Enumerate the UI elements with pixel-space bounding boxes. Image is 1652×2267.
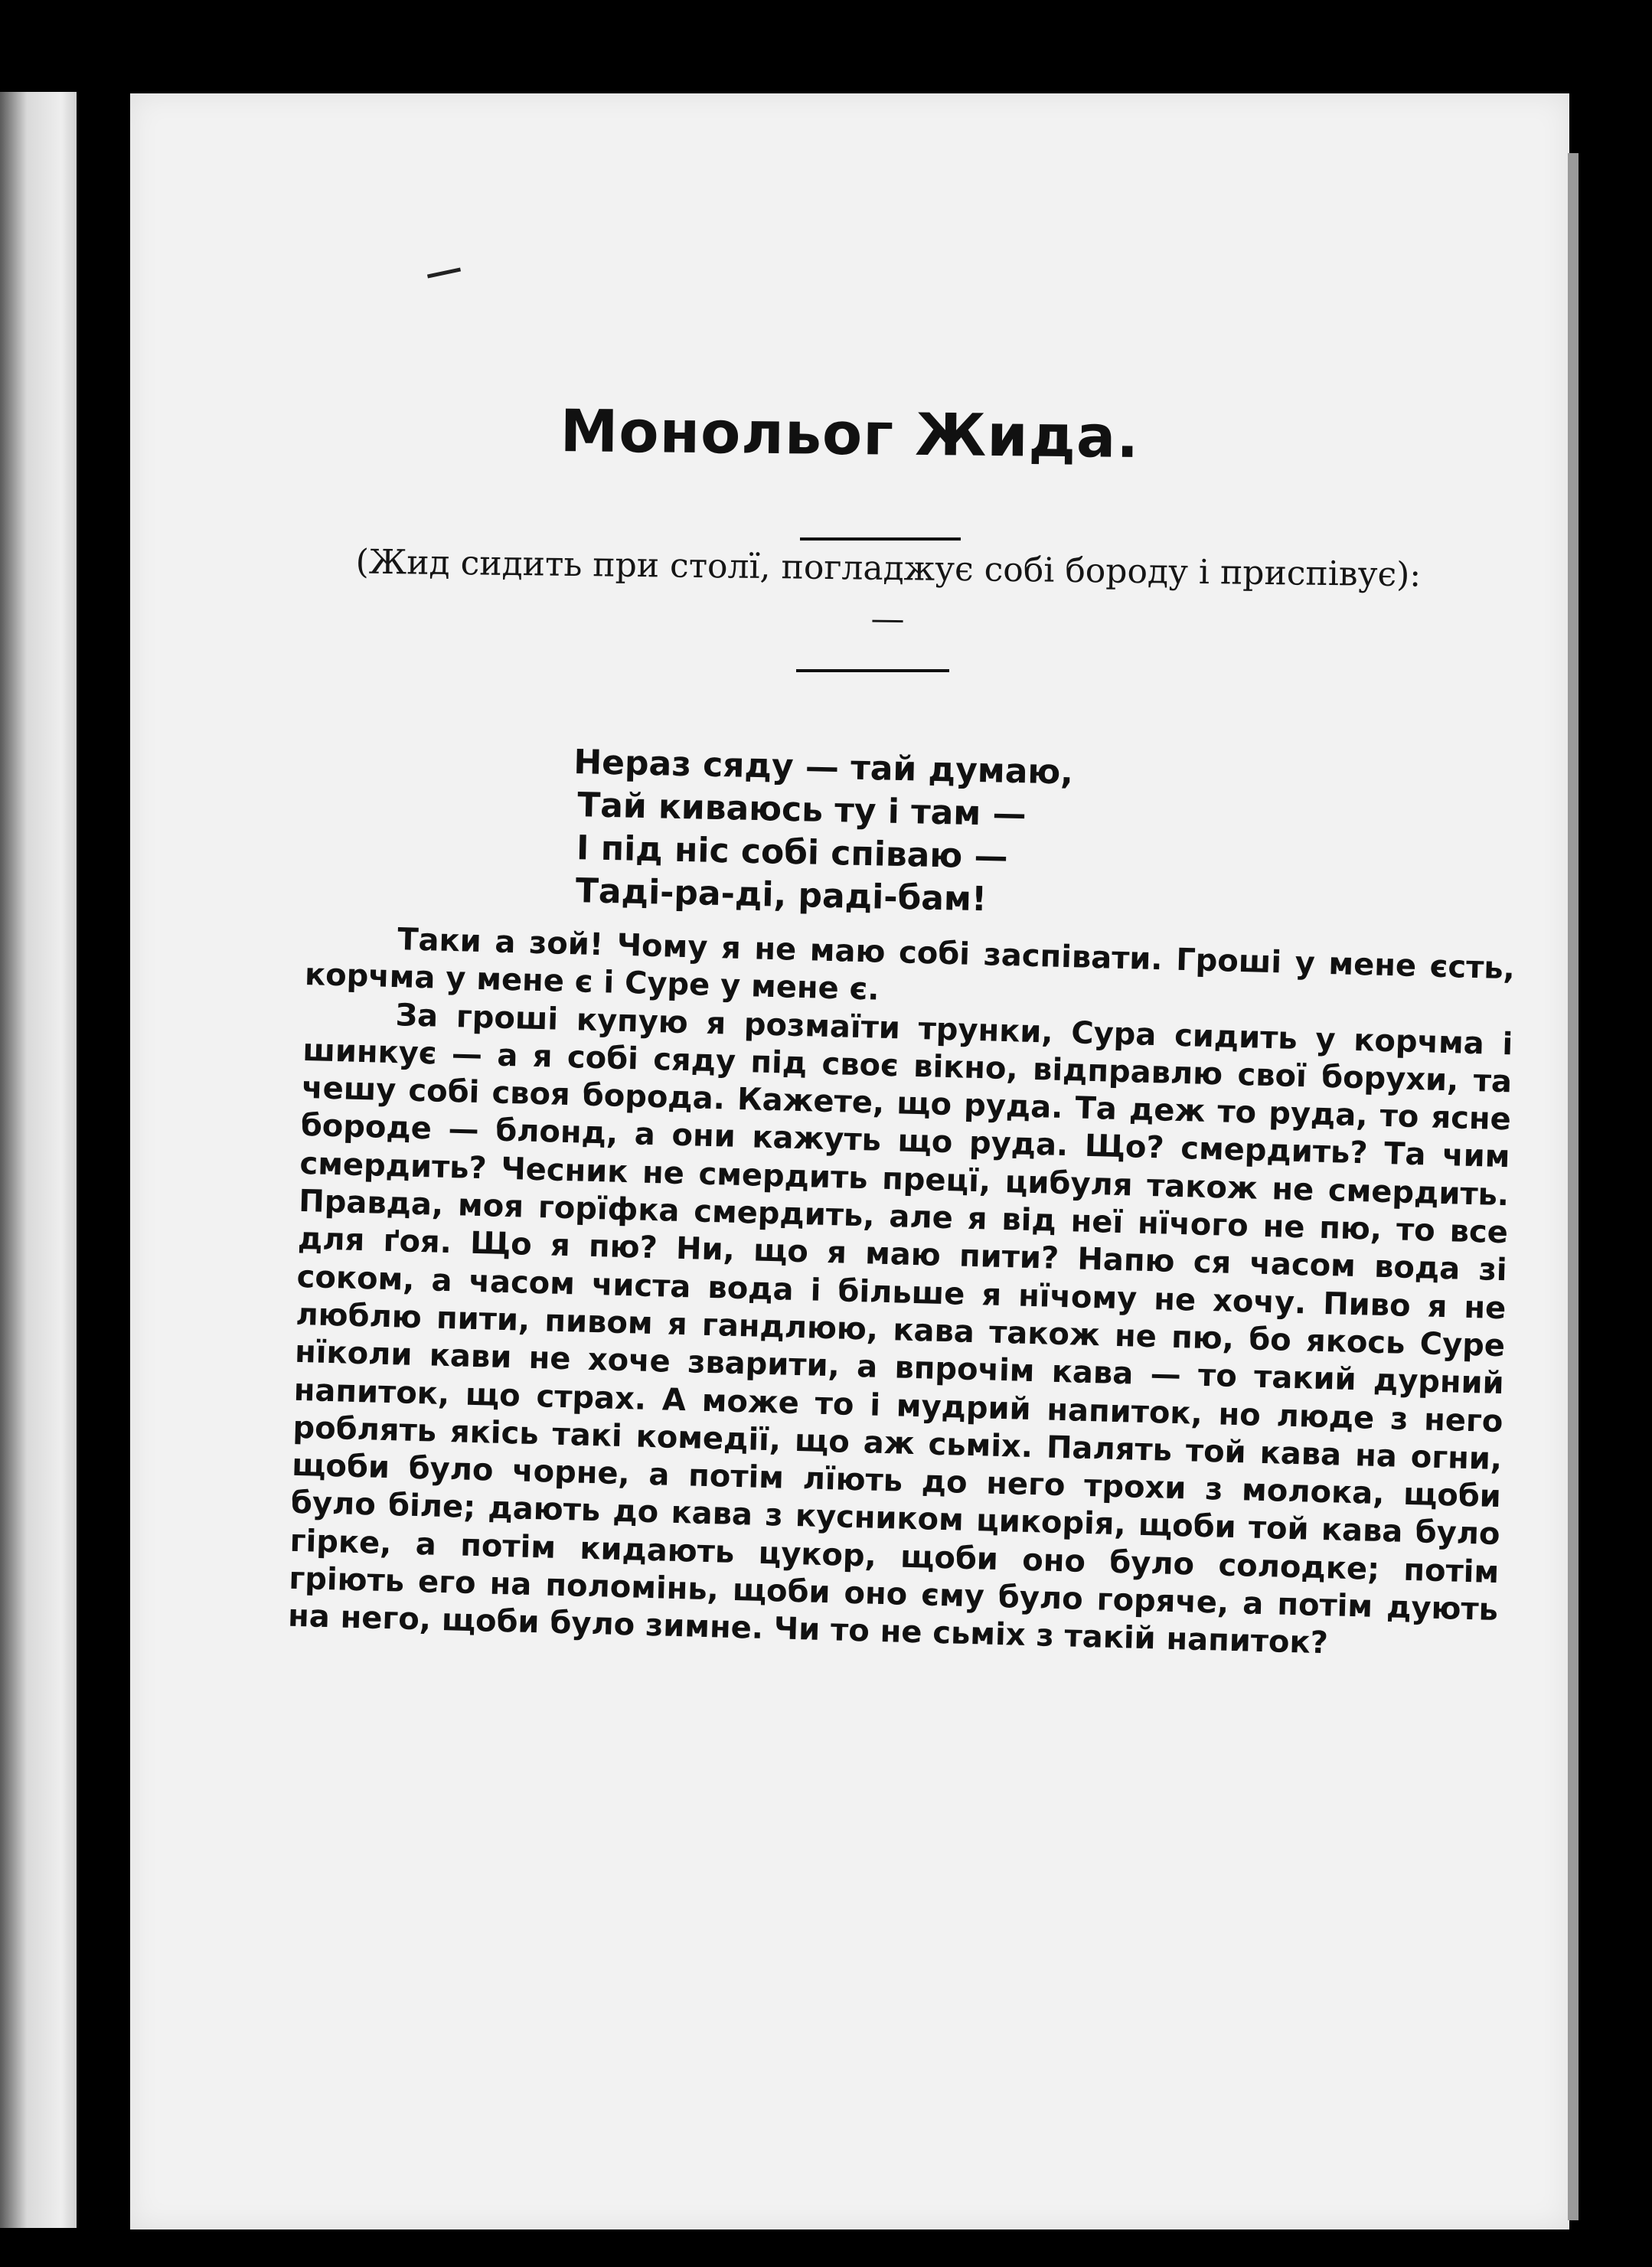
divider-rule-top [800,537,961,541]
left-page-edge [0,92,77,2228]
stage-direction: (Жид сидить при столї, погладжує собі бороду і приспівує): — [355,542,1422,639]
divider-rule-bottom [796,669,949,672]
page-shadow-edge [1568,153,1579,2220]
verse-line: Тай киваюсь ту і там — [576,786,1027,835]
book-page [130,93,1569,2229]
page-title: Монольог Жида. [560,397,1140,471]
verse-line: Нераз сяду — тай думаю, [573,742,1074,792]
verse-block [570,741,1073,923]
paragraph: Таки а зой! Чому я не маю собі заспівати. Гроші у мене єсть, корчма у мене є і Суре у мене є. [304,922,1516,1008]
ink-mark [427,267,461,278]
monologue-body [287,919,1515,1668]
verse-line: Таді-ра-ді, раді-бам! [575,871,988,920]
paragraph: За гроші купую я розмаїти трунки, Сура сидить у корчма і шинкує — а я собі сяду під своє вікно, відправлю свої борухи, та чешу собі своя борода. Кажете, що руда. Та деж то руда, то ясне бороде — блонд, а они кажуть що руда. Що? смердить? Та чим смердить? Чесник не смердить прецї, цибуля також не смердить. Правда, моя горїфка смердить, але я від неї нїчого не пю, то все для ґоя. Що я пю? Ни, що я маю пити? Напю ся часом вода зі соком, а часом чиста вода і більше я нїчому не хочу. Пиво я не люблю пити, пивом я гандлюю, кава також не пю, бо якось Суре нїколи кави не хоче зварити, а впрочім кава — то такий дурний напиток, що страх. А може то і мудрий напиток, но люде з него роблять якісь такі комедії, що аж сьміх. Палять той кава на огни, щоби було чорне, а потім лїють до него трохи з молока, щоби було біле; дають до кава з кусником цикорія, щоби той кава було гірке, а потім кидають цукор, щоби оно було солодке; потім гріють его на поломінь, щоби оно єму було горяче, а потім дують на него, щоби було зимне. Чи то не сьміх з такій напиток? [287,997,1513,1661]
verse-line: І під ніс собі співаю — [576,828,1009,877]
